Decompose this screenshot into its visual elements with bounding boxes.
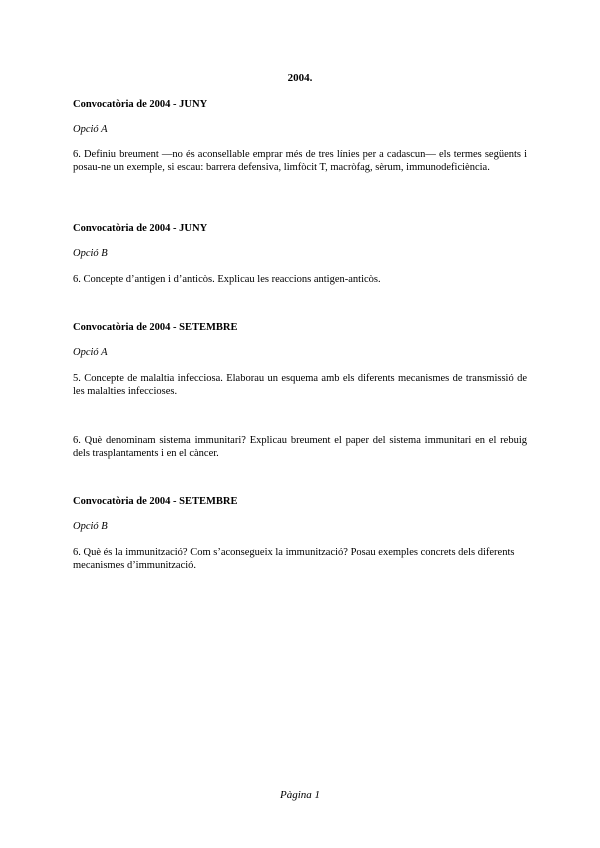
page-number: Pàgina 1 — [279, 789, 321, 801]
section-heading: Convocatòria de 2004 - JUNY — [73, 223, 208, 234]
question-text: 5. Concepte de malaltia infecciosa. Elaborau un esquema amb els diferents mecanismes de transmissió de les malalties infeccioses. — [73, 373, 527, 397]
question-text: 6. Què és la immunització? Com s’aconsegueix la immunització? Posau exemples concrets dels diferents mecanismes d’immunització. — [73, 547, 515, 571]
option-label: Opció B — [73, 248, 108, 259]
question-text: 6. Què denominam sistema immunitari? Explicau breument el paper del sistema immunitari en el rebuig dels trasplantaments i en el càncer. — [73, 435, 527, 459]
section-heading: Convocatòria de 2004 - SETEMBRE — [73, 496, 238, 507]
section-heading: Convocatòria de 2004 - SETEMBRE — [73, 322, 238, 333]
question-text: 6. Concepte d’antigen i d’anticòs. Explicau les reaccions antigen-anticòs. — [73, 274, 381, 285]
option-label: Opció B — [73, 521, 108, 532]
question-text: 6. Definiu breument —no és aconsellable emprar més de tres línies per a cadascun— els termes següents i posau-ne un exemple, si escau: barrera defensiva, limfòcit T, macròfag, sèrum, immunodeficiència. — [73, 149, 527, 173]
section-heading: Convocatòria de 2004 - JUNY — [73, 99, 208, 110]
option-label: Opció A — [73, 124, 108, 135]
page-title: 2004. — [287, 72, 313, 84]
option-label: Opció A — [73, 347, 108, 358]
